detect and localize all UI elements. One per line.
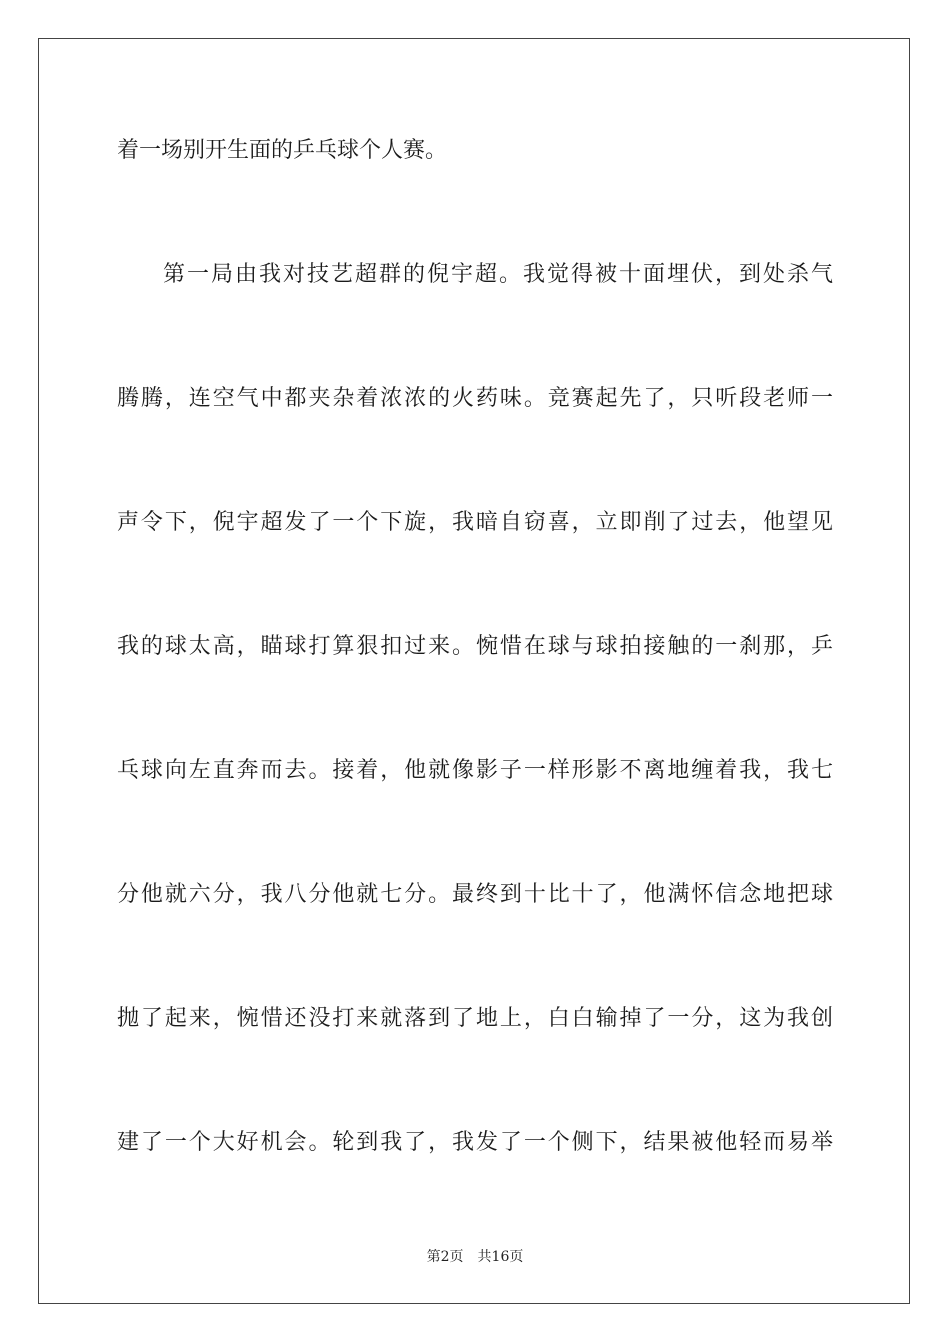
text-line-6: 乓球向左直奔而去。接着，他就像影子一样形影不离地缠着我，我七 bbox=[117, 758, 833, 783]
text-line-9: 建了一个大好机会。轮到我了，我发了一个侧下，结果被他轻而易举 bbox=[117, 1130, 833, 1155]
text-line-3: 腾腾，连空气中都夹杂着浓浓的火药味。竞赛起先了，只听段老师一 bbox=[117, 386, 833, 411]
text-line-1: 着一场别开生面的乒乓球个人赛。 bbox=[117, 138, 448, 163]
page-number: 第2页 bbox=[426, 1249, 464, 1265]
text-line-7: 分他就六分，我八分他就七分。最终到十比十了，他满怀信念地把球 bbox=[117, 882, 833, 907]
page-border bbox=[38, 38, 910, 1304]
text-line-2: 第一局由我对技艺超群的倪宇超。我觉得被十面埋伏，到处杀气 bbox=[163, 262, 833, 287]
text-line-8: 抛了起来，惋惜还没打来就落到了地上，白白输掉了一分，这为我创 bbox=[117, 1006, 833, 1031]
text-line-5: 我的球太高，瞄球打算狠扣过来。惋惜在球与球拍接触的一刹那，乒 bbox=[117, 634, 833, 659]
page-total: 共16页 bbox=[477, 1249, 524, 1265]
page-footer bbox=[0, 1248, 950, 1266]
text-line-4: 声令下，倪宇超发了一个下旋，我暗自窃喜，立即削了过去，他望见 bbox=[117, 510, 833, 535]
